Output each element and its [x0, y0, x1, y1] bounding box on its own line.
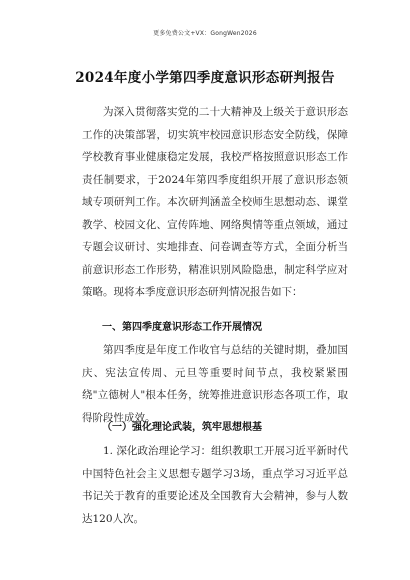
- section-paragraph: 第四季度是年度工作收官与总结的关键时期，叠加国庆、宪法宣传周、元旦等重要时间节点，我校紧紧围绕"立德树人"根本任务，统筹推进意识形态各项工作，取得阶段性成效。: [82, 344, 348, 424]
- subsection-heading: （一）强化理论武装，筑牢思想根基: [102, 422, 262, 433]
- intro-paragraph: 为深入贯彻落实党的二十大精神及上级关于意识形态工作的决策部署，切实筑牢校园意识形态安全防线，保障学校教育事业健康稳定发展，我校严格按照意识形态工作责任制要求，于2024年第四季度组织开展了意识形态领域专项研判工作。本次研判涵盖全校师生思想动态、课堂教学、校园文化、宣传阵地、网络舆情等重点领域，通过专题会议研讨、实地排查、问卷调查等方式，全面分析当前意识形态工作形势，精准识别风险隐患，制定科学应对策略。现将本季度意识形态研判情况报告如下：: [82, 106, 348, 298]
- section-heading: 一、第四季度意识形态工作开展情况: [102, 322, 262, 333]
- item-paragraph: 1. 深化政治理论学习：组织教职工开展习近平新时代中国特色社会主义思想专题学习3场，重点学习习近平总书记关于教育的重要论述及全国教育大会精神，参与人数达120人次。: [82, 445, 348, 525]
- header-note: 更多免费公文+VX：GongWen2026: [153, 30, 257, 37]
- document-title: 2024年度小学第四季度意识形态研判报告: [75, 70, 335, 86]
